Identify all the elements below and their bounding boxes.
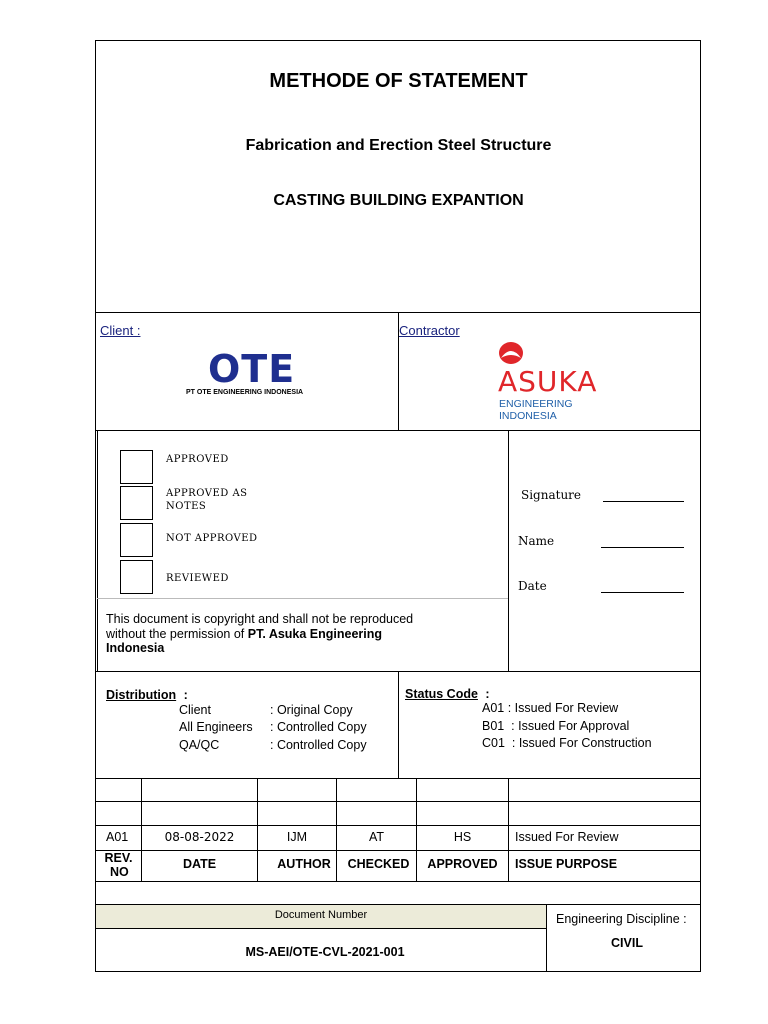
rev-cell-date: 08-08-2022 [164,830,235,844]
distribution-engineers: All Engineers [179,720,253,734]
status-code-c01: C01 : Issued For Construction [482,736,652,750]
frame-right [700,40,701,972]
distribution-client-copy: : Original Copy [270,703,353,717]
document-title: METHODE OF STATEMENT [269,70,528,92]
footer-hline [95,928,547,929]
rev-hline-3 [95,825,701,826]
asuka-logo-mark [497,340,525,366]
distribution-engineers-copy: : Controlled Copy [270,720,367,734]
checkbox-not-approved[interactable] [120,523,153,557]
option-not-approved: NOT APPROVED [166,533,258,544]
copyright-notice [106,612,413,656]
rev-hline-4 [95,850,701,851]
distribution-qaqc-copy: : Controlled Copy [270,738,367,752]
status-code-colon: : [485,687,490,701]
copyright-company: PT. Asuka Engineering [247,626,383,641]
discipline-value: CIVIL [611,936,643,950]
doc-number-label: Document Number [274,909,368,921]
copyright-company-2: Indonesia [106,641,165,655]
header-date: DATE [182,857,217,871]
client-label: Client : [100,323,141,338]
date-line[interactable] [601,592,684,593]
doc-number: MS-AEI/OTE-CVL-2021-001 [245,945,405,959]
contractor-sub-1: ENGINEERING [499,398,573,410]
rev-cell-author: IJM [286,830,308,844]
document-subtitle: Fabrication and Erection Steel Structure [245,137,552,154]
copyright-prefix: without the permission of [106,626,248,641]
date-label: Date [518,579,547,593]
signature-line[interactable] [603,501,684,502]
rev-cell-purpose: Issued For Review [515,830,619,844]
rev-hline-2 [95,801,701,802]
name-label: Name [518,534,555,548]
copyright-line-1: This document is copyright and shall not be reproduced [106,612,414,626]
header-approved: APPROVED [427,857,498,871]
divider-approval-top [95,430,701,431]
rev-vline-5 [508,778,509,881]
status-code-b01: B01 : Issued For Approval [482,719,630,733]
name-line[interactable] [601,547,684,548]
approval-divider-vertical [508,430,509,672]
approval-box-left [97,430,98,672]
contractor-logo: ASUKA [498,365,598,398]
project-name: CASTING BUILDING EXPANTION [273,192,524,209]
status-code-heading [405,687,490,701]
rev-cell-checked: AT [368,830,385,844]
client-company-name: PT OTE ENGINEERING INDONESIA [186,389,304,396]
checkbox-approved-as-notes[interactable] [120,486,153,520]
status-code-label: Status Code [405,687,478,701]
header-author: AUTHOR [277,857,331,871]
checkbox-approved[interactable] [120,450,153,484]
copyright-divider [97,598,508,599]
distribution-colon: : [183,688,188,702]
option-approved: APPROVED [166,454,229,465]
rev-hline-1 [95,778,701,779]
client-logo: OTE [208,347,296,391]
header-rev-1: REV. [104,851,133,865]
frame-bottom [95,971,701,972]
distribution-qaqc: QA/QC [179,738,220,752]
copyright-line-3 [106,641,413,656]
copyright-line-2 [106,627,413,642]
contractor-label: Contractor [399,323,460,338]
rev-cell-approved: HS [453,830,472,844]
header-purpose: ISSUE PURPOSE [515,857,618,871]
distribution-label: Distribution [106,688,177,702]
option-reviewed: REVIEWED [166,573,229,584]
status-code-a01: A01 : Issued For Review [482,701,619,715]
rev-cell-rev: A01 [106,830,129,844]
distribution-heading [106,688,188,702]
header-rev [96,851,141,879]
signature-label: Signature [521,488,582,502]
distribution-client: Client [179,703,211,717]
rev-hline-5 [95,881,701,882]
header-checked: CHECKED [347,857,410,871]
option-approved-as: APPROVED AS [166,488,248,499]
checkbox-reviewed[interactable] [120,560,153,594]
divider-distribution-vertical [398,671,399,778]
header-rev-2: NO [110,865,129,879]
contractor-sub-2: INDONESIA [499,410,557,422]
discipline-label: Engineering Discipline : [556,912,687,926]
frame-top [95,40,701,41]
option-notes: NOTES [166,501,207,512]
